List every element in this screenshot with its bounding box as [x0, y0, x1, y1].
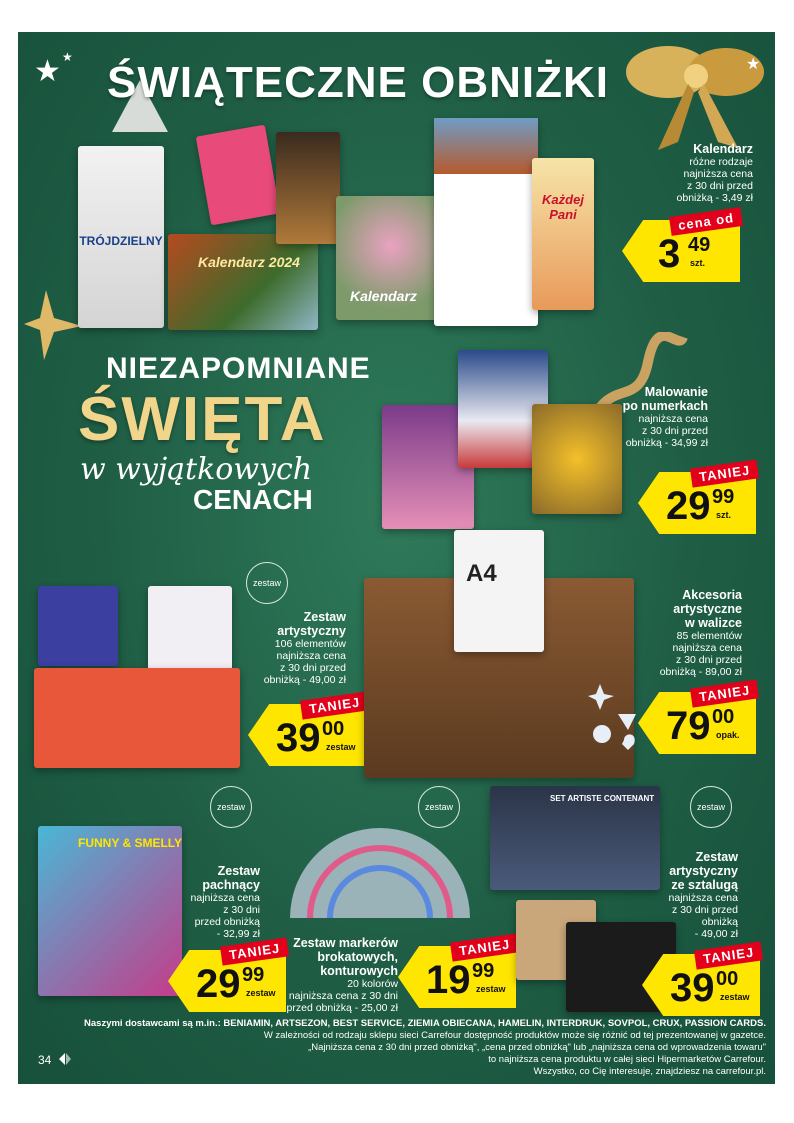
price-integer: 29 — [666, 484, 711, 528]
calendar-photo — [434, 118, 538, 174]
malowanie-description — [578, 385, 708, 449]
product-name: pachnący — [202, 878, 260, 892]
description-line: najniższa cena — [190, 892, 260, 904]
description-line: przed obniżką — [194, 916, 260, 928]
slogan-line: w wyjątkowych — [80, 452, 313, 487]
price-integer: 39 — [276, 716, 321, 760]
price-unit: opak. — [716, 730, 740, 740]
description-line: 20 kolorów — [347, 978, 398, 990]
gold-bow-icon — [618, 32, 768, 152]
product-name: Malowanie — [644, 385, 708, 399]
price-label: TANIEJ — [300, 691, 369, 719]
flyer-page — [18, 32, 775, 1084]
slogan-line: CENACH — [193, 484, 313, 515]
description-line: obniżką - 89,00 zł — [659, 666, 742, 678]
price-unit: zestaw — [326, 742, 356, 752]
price-unit: zestaw — [476, 984, 506, 994]
marker-fan-image — [280, 812, 480, 922]
price-decimal: 99 — [712, 486, 735, 508]
description-line: - 49,00 zł — [694, 928, 738, 940]
sztaluga-price-tag — [642, 946, 760, 1016]
description-line: najniższa cena — [672, 642, 742, 654]
calendar-cover-text: Kalendarz — [350, 288, 417, 304]
price-integer: 19 — [426, 958, 471, 1002]
footer-line: to najniższa cena produktu w całej sieci Hipermarketów Carrefour. — [488, 1054, 766, 1065]
box-text: SET ARTISTE CONTENANT — [550, 794, 655, 803]
zestaw-badge: zestaw — [418, 786, 460, 828]
kalendarz-price-tag — [622, 212, 740, 282]
price-decimal: 00 — [322, 718, 345, 740]
footer-line: Wszystko, co Cię interesuje, znajdziesz na carrefour.pl. — [533, 1066, 766, 1077]
star-icon: ★ — [746, 56, 761, 73]
product-name: artystyczny — [277, 624, 346, 638]
product-name: po numerkach — [622, 399, 708, 413]
description-line: obniżką - 3,49 zł — [676, 192, 753, 204]
price-unit: szt. — [716, 510, 732, 520]
star-icon: ★ — [34, 55, 61, 88]
sketchbook-label: A4 — [466, 560, 497, 587]
description-line: z 30 dni przed — [642, 425, 708, 437]
desk-calendar-image — [168, 234, 318, 330]
description-line: z 30 dni przed — [280, 662, 346, 674]
price-integer: 29 — [196, 962, 241, 1006]
price-label: TANIEJ — [690, 679, 759, 707]
price-integer: 39 — [670, 966, 715, 1010]
product-name: Akcesoria — [682, 588, 742, 602]
zestaw-artystyczny-description — [218, 610, 346, 686]
footer-line: „Najniższa cena z 30 dni przed obniżką", „cena przed obniżką" lub „najniższa cena od wprowadzenia towaru" — [308, 1042, 766, 1053]
slogan-headline: ŚWIĘTA — [78, 385, 327, 454]
price-label: TANIEJ — [450, 933, 519, 961]
price-decimal: 00 — [716, 968, 739, 990]
crayon-case-image — [34, 668, 240, 768]
footer-line: W zależności od rodzaju sklepu sieci Carrefour dostępność produktów może się różnić od tej prezentowanej w gazetce. — [263, 1030, 766, 1041]
product-name: Zestaw markerów — [293, 936, 398, 950]
product-name: artystyczne — [673, 602, 742, 616]
footer-suppliers: Naszymi dostawcami są m.in.: BENIAMIN, ARTSEZON, BEST SERVICE, ZIEMIA OBIECANA, HAMELIN, INTERDRUK, SOVPOL, CRUX, PASSION CARDS. — [84, 1018, 766, 1029]
description-line: z 30 dni przed — [672, 904, 738, 916]
akcesoria-price-tag — [638, 684, 756, 754]
price-decimal: 49 — [688, 234, 711, 256]
product-name: Kalendarz — [693, 142, 753, 156]
stencil-shapes-icon — [588, 684, 644, 754]
description-line: 106 elementów — [274, 638, 346, 650]
price-unit: zestaw — [246, 988, 276, 998]
calendar-cover-text: TRÓJDZIELNY — [79, 234, 163, 248]
description-line: - 32,99 zł — [216, 928, 260, 940]
product-name: Zestaw — [695, 850, 738, 864]
akcesoria-description — [608, 588, 742, 678]
star-icon: ★ — [62, 50, 73, 64]
sztaluga-description — [608, 850, 738, 940]
malowanie-price-tag — [638, 464, 756, 534]
description-line: najniższa cena — [638, 413, 708, 425]
legal-footer — [66, 1018, 766, 1078]
product-name: brokatowych, — [317, 950, 398, 964]
description-line: najniższa cena — [276, 650, 346, 662]
flower-calendar-image — [336, 196, 446, 320]
price-decimal: 99 — [242, 964, 265, 986]
description-line: przed obniżką - 25,00 zł — [286, 1002, 398, 1014]
price-label: cena od — [669, 207, 743, 236]
price-label: TANIEJ — [220, 937, 289, 965]
price-unit: szt. — [690, 258, 706, 268]
page-title: ŚWIĄTECZNE OBNIŻKI — [107, 58, 609, 107]
product-name: ze sztalugą — [671, 878, 738, 892]
description-line: obniżką - 34,99 zł — [625, 437, 708, 449]
description-line: najniższa cena — [683, 168, 753, 180]
description-line: najniższa cena — [668, 892, 738, 904]
calendar-cover-text: Kalendarz 2024 — [198, 254, 300, 270]
kalendarz-description — [578, 142, 753, 204]
box-text: FUNNY & SMELLY — [78, 836, 183, 850]
pink-notebook-image — [196, 125, 281, 226]
description-line: obniżką — [701, 916, 738, 928]
product-name: Zestaw — [217, 864, 260, 878]
wall-calendar-image — [434, 118, 538, 326]
zestaw-badge: zestaw — [210, 786, 252, 828]
description-line: z 30 dni przed — [687, 180, 753, 192]
price-unit: zestaw — [720, 992, 750, 1002]
product-name: konturowych — [320, 964, 398, 978]
gold-star-ornament-icon — [24, 290, 84, 360]
page-number: 34 — [38, 1053, 52, 1067]
calendar-cover-text: Każdej Pani — [542, 192, 584, 222]
zestaw-artystyczny-price-tag — [248, 696, 366, 766]
hexagon-box-image — [38, 586, 118, 666]
description-line: obniżką - 49,00 zł — [263, 674, 346, 686]
description-line: różne rodzaje — [689, 156, 753, 168]
markery-description — [258, 936, 398, 1014]
description-line: z 30 dni — [223, 904, 260, 916]
price-decimal: 99 — [472, 960, 495, 982]
pachnacy-description — [128, 864, 260, 940]
carrefour-logo-icon — [58, 1052, 72, 1066]
description-line: najniższa cena z 30 dni — [288, 990, 398, 1002]
description-line: z 30 dni przed — [676, 654, 742, 666]
product-name: artystyczny — [669, 864, 738, 878]
markery-price-tag — [398, 938, 516, 1008]
product-name: w walizce — [685, 616, 742, 630]
sketchbook-image — [454, 530, 544, 652]
cheetah-notebook-image — [276, 132, 340, 244]
price-label: TANIEJ — [690, 459, 759, 487]
description-line: 85 elementów — [676, 630, 742, 642]
price-integer: 79 — [666, 704, 711, 748]
zestaw-badge: zestaw — [246, 562, 288, 604]
price-integer: 3 — [658, 232, 681, 276]
zestaw-badge: zestaw — [690, 786, 732, 828]
price-label: TANIEJ — [694, 941, 763, 969]
price-decimal: 00 — [712, 706, 735, 728]
product-name: Zestaw — [303, 610, 346, 624]
calendar-trojdzielny-image — [78, 146, 164, 328]
slogan-line: NIEZAPOMNIANE — [106, 352, 371, 385]
